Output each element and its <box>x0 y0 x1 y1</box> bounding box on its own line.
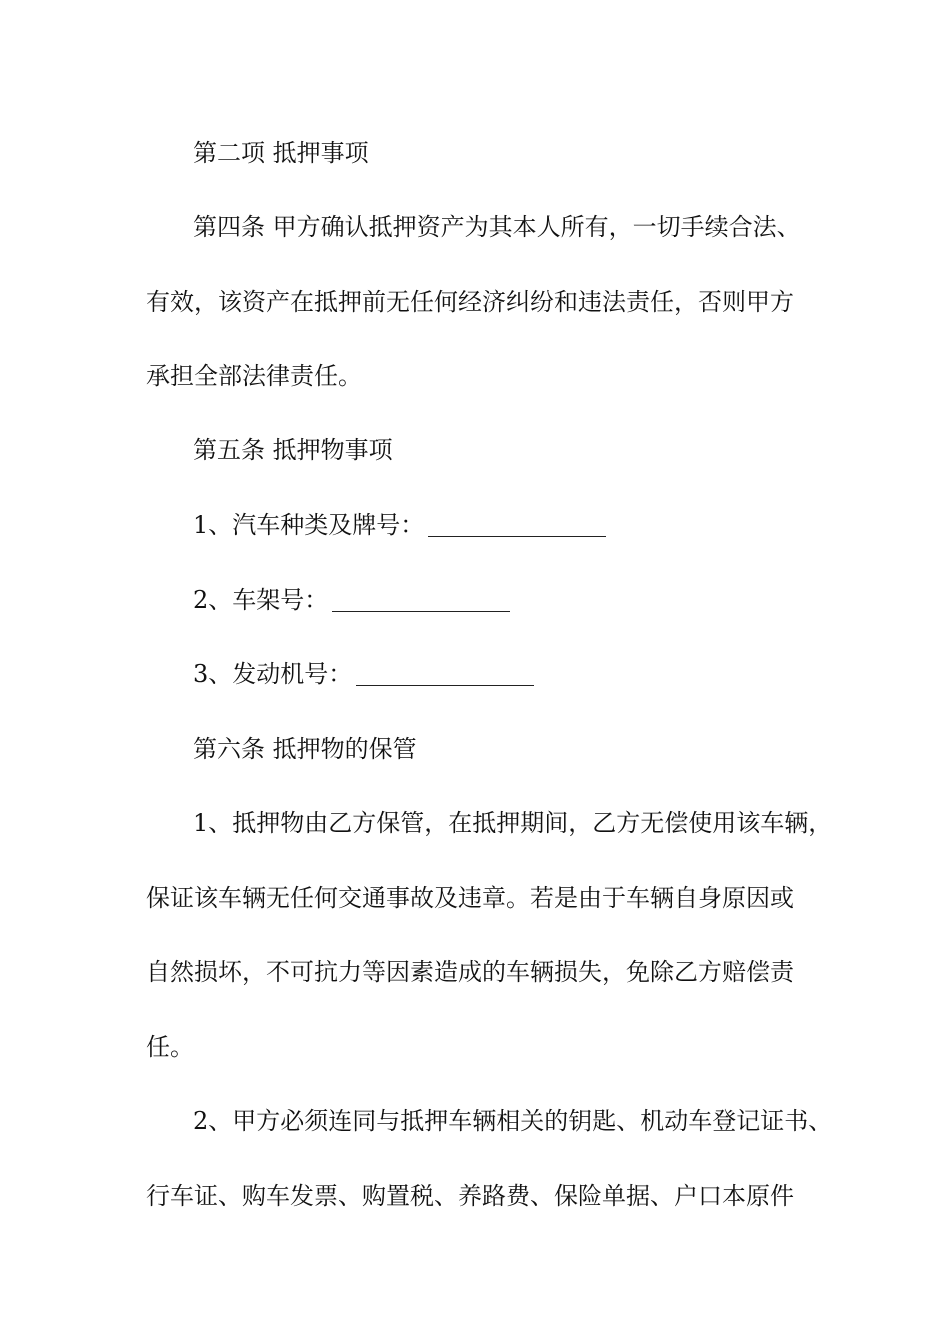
article6-clause1-line-1: 1、抵押物由乙方保管，在抵押期间，乙方无偿使用该车辆， <box>193 809 833 837</box>
article6-clause1-line-4: 任。 <box>146 1033 194 1061</box>
article4-line-2: 有效，该资产在抵押前无任何经济纠纷和违法责任，否则甲方 <box>146 288 794 316</box>
article6-clause2-line-2: 行车证、购车发票、购置税、养路费、保险单据、户口本原件 <box>146 1182 794 1210</box>
article5-heading: 第五条 抵押物事项 <box>193 436 393 464</box>
article5-item-3-label: 3、发动机号： <box>193 660 353 688</box>
article6-clause1-line-3: 自然损坏，不可抗力等因素造成的车辆损失，免除乙方赔偿责 <box>146 958 794 986</box>
article4-line-1: 第四条 甲方确认抵押资产为其本人所有，一切手续合法、 <box>193 213 801 241</box>
article5-item-2-label: 2、车架号： <box>193 586 329 614</box>
article5-item-2 <box>193 584 893 616</box>
frame-number-blank <box>332 610 510 612</box>
article4-line-3: 承担全部法律责任。 <box>146 362 362 390</box>
article6-clause2-line-1: 2、甲方必须连同与抵押车辆相关的钥匙、机动车登记证书、 <box>193 1107 833 1135</box>
article5-item-1 <box>193 509 893 541</box>
article5-item-1-label: 1、汽车种类及牌号： <box>193 511 425 539</box>
article5-item-3 <box>193 658 893 690</box>
article6-clause1-line-2: 保证该车辆无任何交通事故及违章。若是由于车辆自身原因或 <box>146 884 794 912</box>
vehicle-type-plate-blank <box>428 535 606 537</box>
section-heading: 第二项 抵押事项 <box>193 139 369 167</box>
engine-number-blank <box>356 684 534 686</box>
article6-heading: 第六条 抵押物的保管 <box>193 735 417 763</box>
